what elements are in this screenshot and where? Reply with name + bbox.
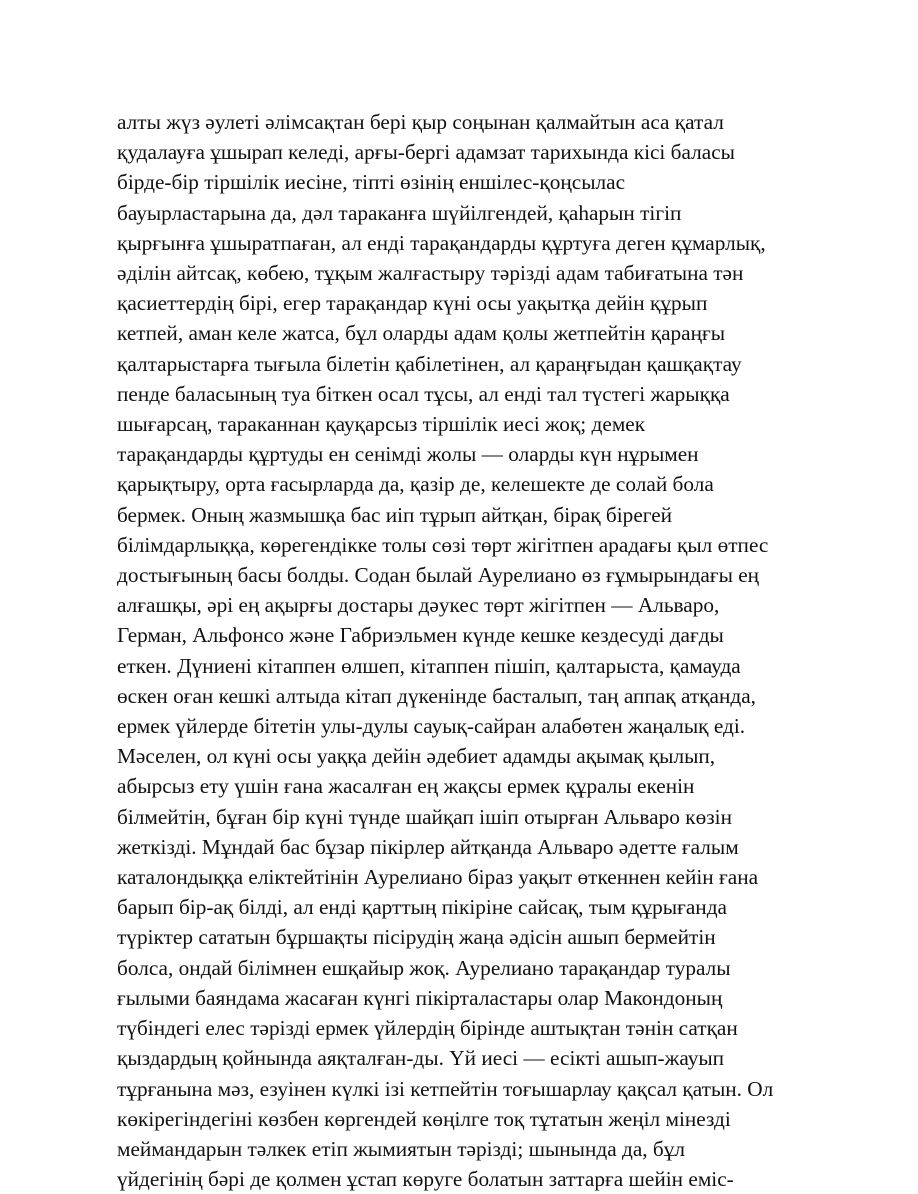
text-line: алты жүз әулеті әлімсақтан бері қыр соңынан қалмайтын аса қатал — [117, 110, 724, 134]
text-line: әділін айтсақ, көбею, тұқым жалғастыру тәрізді адам табиғатына тән — [117, 261, 744, 286]
text-line: білімдарлыққа, көрегендікке толы сөзі төрт жігітпен арадағы қыл өтпес — [117, 532, 769, 557]
text-line: тұрғанына мәз, езуінен күлкі ізі кетпейтін тоғышарлау қақсал қатын. Ол — [117, 1076, 774, 1101]
text-line: бауырластарына да, дәл тараканға шүйілгендей, қаһарын тігіп — [117, 200, 682, 225]
text-line: қалтарыстарға тығыла білетін қабілетінен, ал қараңғыдан қашқақтау — [117, 351, 742, 376]
text-line: меймандарын тәлкек етіп жымиятын тәрізді; шынында да, бұл — [117, 1136, 686, 1161]
text-line: қарықтыру, орта ғасырларда да, қазір де, келешекте де солай бола — [117, 472, 714, 497]
text-line: еткен. Дүниені кітаппен өлшеп, кітаппен пішіп, қалтарыста, қамауда — [117, 653, 741, 678]
body-text — [117, 107, 817, 1194]
text-line: Герман, Альфонсо және Габриэльмен күнде кешке кездесуді дағды — [117, 623, 724, 648]
text-line: білмейтін, бұған бір күні түнде шайқап ішіп отырған Альваро көзін — [117, 804, 732, 829]
text-line: пенде баласының туа біткен осал тұсы, ал енді тал түстегі жарыққа — [117, 381, 730, 406]
text-line: ғылыми баяндама жасаған күнгі пікірталастары олар Макондоның — [117, 985, 723, 1010]
text-line: тарақандарды құртуды ен сенімді жолы — оларды күн нұрымен — [117, 442, 699, 467]
text-line: көкірегіндегіні көзбен көргендей көңілге тоқ тұтатын жеңіл мінезді — [117, 1106, 731, 1131]
text-line: абырсыз ету үшін ғана жасалған ең жақсы ермек құралы екенін — [117, 774, 695, 799]
text-line: Мәселен, ол күні осы уаққа дейін әдебиет адамды ақымақ қылып, — [117, 744, 716, 769]
text-line: қасиеттердің бірі, егер тарақандар күні осы уақытқа дейін құрып — [117, 291, 708, 316]
text-line: шығарсаң, тараканнан қауқарсыз тіршілік иесі жоқ; демек — [117, 412, 646, 437]
text-line: болса, ондай білімнен ешқайыр жоқ. Аурелиано тарақандар туралы — [117, 955, 731, 980]
text-line: алғашқы, әрі ең ақырғы достары дәукес төрт жігітпен — Альваро, — [117, 593, 720, 618]
text-line: достығының басы болды. Содан былай Аурелиано өз ғұмырындағы ең — [117, 563, 760, 588]
text-line: қырғынға ұшыратпаған, ал енді тарақандарды құртуға деген құмарлық, — [117, 230, 766, 255]
text-line: өскен оған кешкі алтыда кітап дүкенінде басталып, таң аппақ атқанда, — [117, 683, 756, 708]
text-line: түбіндегі елес тәрізді ермек үйлердің бірінде аштықтан тәнін сатқан — [117, 1016, 738, 1041]
text-line: бірде-бір тіршілік иесіне, тіпті өзінің еншілес-қоңсылас — [117, 170, 626, 195]
text-line: ермек үйлерде бітетін улы-дулы сауық-сайран алабөтен жаңалық еді. — [117, 714, 746, 739]
text-line: жеткізді. Мұндай бас бұзар пікірлер айтқанда Альваро әдетте ғалым — [117, 834, 739, 859]
text-line: барып бір-ақ білді, ал енді қарттың пікіріне сайсақ, тым құрығанда — [117, 895, 727, 920]
text-line: үйдегінің бәрі де қолмен ұстап көруге болатын заттарға шейін еміс- — [117, 1167, 734, 1192]
text-line: түріктер сататын бұршақты пісірудің жаңа әдісін ашып бермейтін — [117, 925, 716, 950]
text-line: кетпей, аман келе жатса, бұл оларды адам қолы жетпейтін қараңғы — [117, 321, 726, 346]
text-line: бермек. Оның жазмышқа бас иіп тұрып айтқан, бірақ бірегей — [117, 502, 673, 527]
text-line: қыздардың қойнында аяқталған-ды. Үй иесі — есікті ашып-жауып — [117, 1046, 725, 1071]
text-line: каталондыққа еліктейтінін Аурелиано біраз уақыт өткеннен кейін ғана — [117, 865, 759, 890]
text-line: қудалауға ұшырап келеді, арғы-бергі адамзат тарихында кісі баласы — [117, 140, 735, 165]
